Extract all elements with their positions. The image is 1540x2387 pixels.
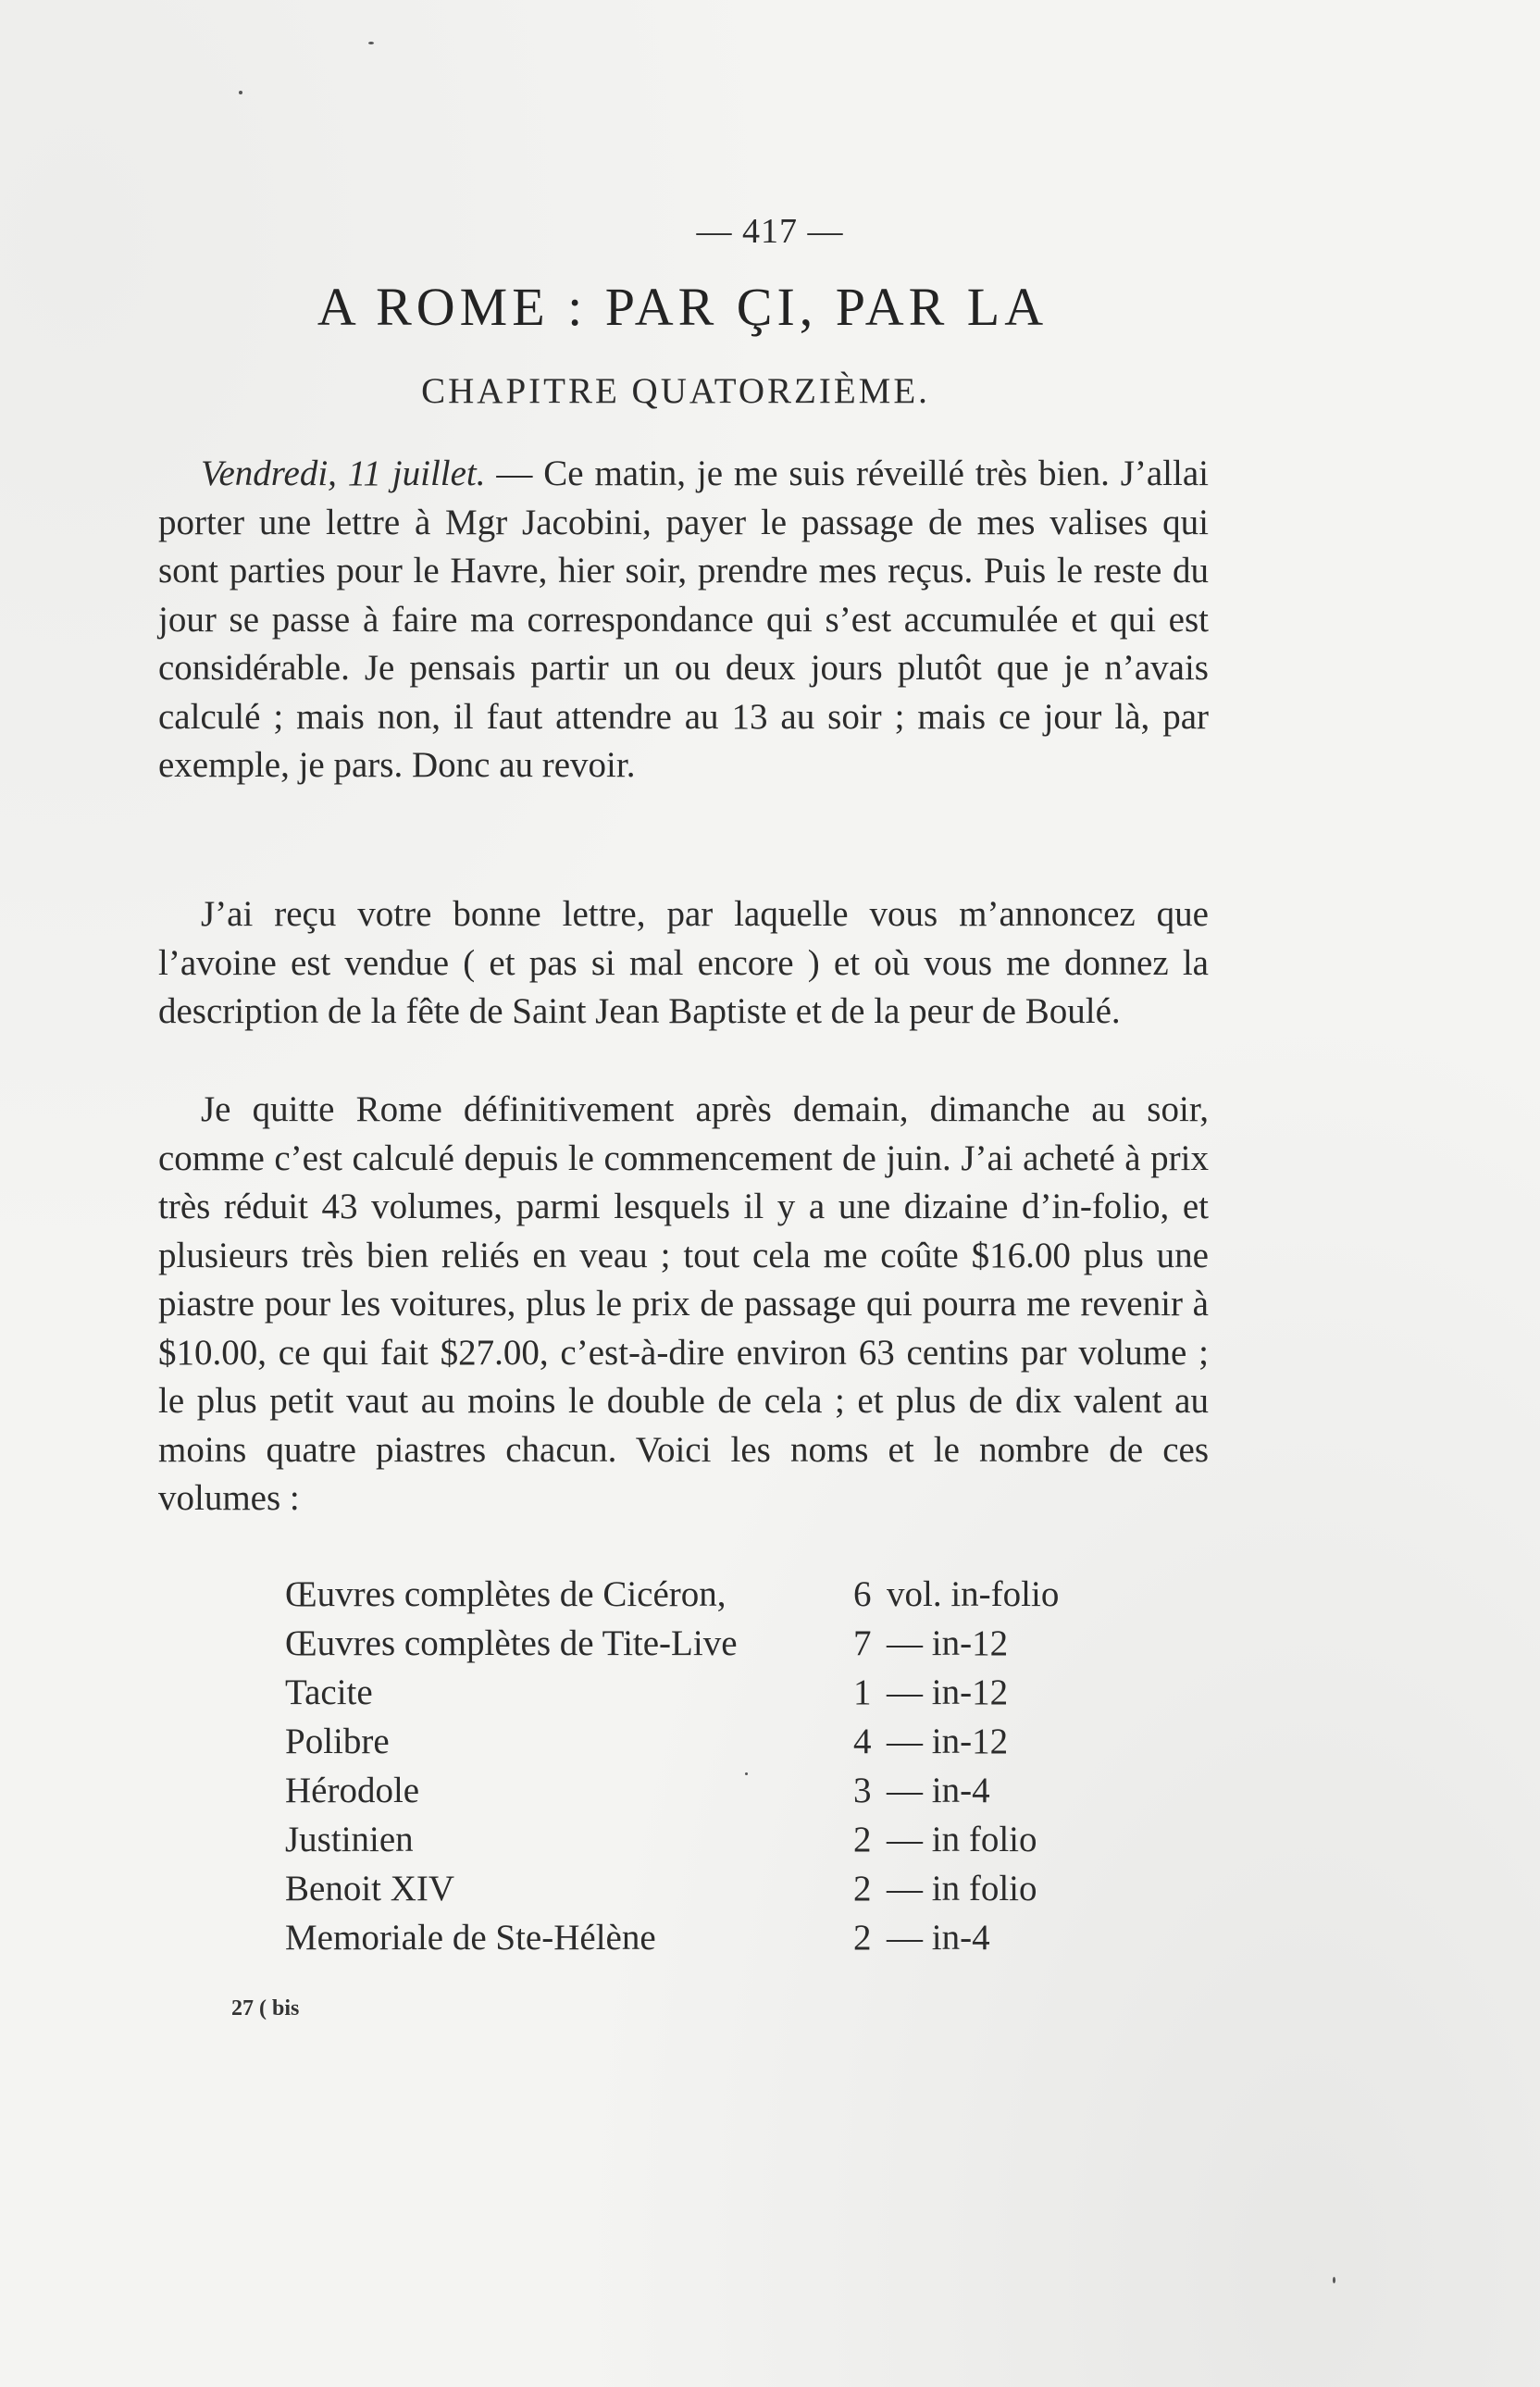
page-number: — 417 —: [696, 212, 844, 251]
paragraph-1-text: — Ce matin, je me suis réveillé très bien. J’allai porter une lettre à Mgr Jacobini, payer le passage de mes valises qui sont parties pour le Havre, hier soir, prendre mes reçus. Puis le reste du jour se passe à faire ma correspondance qui s’est accumulée et qui est considérable. Je pensais partir un ou deux jours plutôt que je n’avais calculé ; mais non, il faut attendre au 13 au soir ; mais ce jour là, par exemple, je pars. Donc au revoir.: [158, 454, 1209, 785]
book-row: [285, 1766, 1118, 1815]
paragraph-2: [158, 890, 1209, 1037]
book-count: 2: [853, 1820, 872, 1859]
ink-speck: [745, 1772, 748, 1775]
book-row: [285, 1864, 1118, 1913]
book-title: Œuvres complètes de Cicéron,: [285, 1574, 727, 1614]
book-format: — in-12: [887, 1623, 1009, 1663]
book-list: [285, 1570, 1118, 1962]
book-row: [285, 1668, 1118, 1717]
book-title: Œuvres complètes de Tite-Live: [285, 1623, 738, 1663]
ink-speck: [1333, 2277, 1335, 2283]
book-count: 7: [853, 1623, 872, 1663]
page-title: A ROME : PAR ÇI, PAR LA: [317, 277, 1049, 337]
book-title: Hérodole: [285, 1771, 420, 1810]
book-format: — in-12: [887, 1672, 1009, 1712]
book-format: vol. in-folio: [887, 1574, 1060, 1614]
book-count: 3: [853, 1771, 872, 1810]
paragraph-2-text: J’ai reçu votre bonne lettre, par laquelle vous m’annoncez que l’avoine est vendue ( et pas si mal encore ) et où vous me donnez la description de la fête de Saint Jean Baptiste et de la peur de Boulé.: [158, 894, 1209, 1031]
paragraph-3-text: Je quitte Rome définitivement après demain, dimanche au soir, comme c’est calculé depuis le commencement de juin. J’ai acheté à prix très réduit 43 volumes, parmi lesquels il y a une dizaine d’in-folio, et plusieurs très bien reliés en veau ; tout cela me coûte $16.00 plus une piastre pour les voitures, plus le prix de passage qui pourra me revenir à $10.00, ce qui fait $27.00, c’est-à-dire environ 63 centins par volume ; le plus petit vaut au moins le double de cela ; et plus de dix valent au moins quatre piastres chacun. Voici les noms et le nombre de ces volumes :: [158, 1089, 1209, 1518]
paragraph-3: [158, 1086, 1209, 1523]
book-count: 2: [853, 1869, 872, 1908]
book-count: 1: [853, 1672, 872, 1712]
book-title: Memoriale de Ste-Hélène: [285, 1918, 656, 1958]
book-row: [285, 1717, 1118, 1766]
chapter-heading: CHAPITRE QUATORZIÈME.: [421, 371, 930, 411]
book-row: [285, 1815, 1118, 1864]
book-count: 6: [853, 1574, 872, 1614]
book-format: — in-4: [887, 1771, 990, 1810]
book-count: 2: [853, 1918, 872, 1958]
book-title: Justinien: [285, 1820, 414, 1859]
printer-signature: 27 ( bis: [231, 1996, 300, 2020]
ink-speck: [368, 42, 374, 44]
book-row: [285, 1913, 1118, 1962]
book-title: Benoit XIV: [285, 1869, 455, 1908]
book-format: — in-12: [887, 1722, 1009, 1761]
book-format: — in folio: [887, 1820, 1037, 1859]
book-row: [285, 1570, 1118, 1619]
ink-speck: [239, 91, 242, 94]
paragraph-1: [158, 450, 1209, 790]
entry-date: Vendredi, 11 juillet.: [201, 454, 486, 493]
book-title: Polibre: [285, 1722, 390, 1761]
book-title: Tacite: [285, 1672, 373, 1712]
book-count: 4: [853, 1722, 872, 1761]
book-row: [285, 1619, 1118, 1668]
book-format: — in folio: [887, 1869, 1037, 1908]
book-format: — in-4: [887, 1918, 990, 1958]
